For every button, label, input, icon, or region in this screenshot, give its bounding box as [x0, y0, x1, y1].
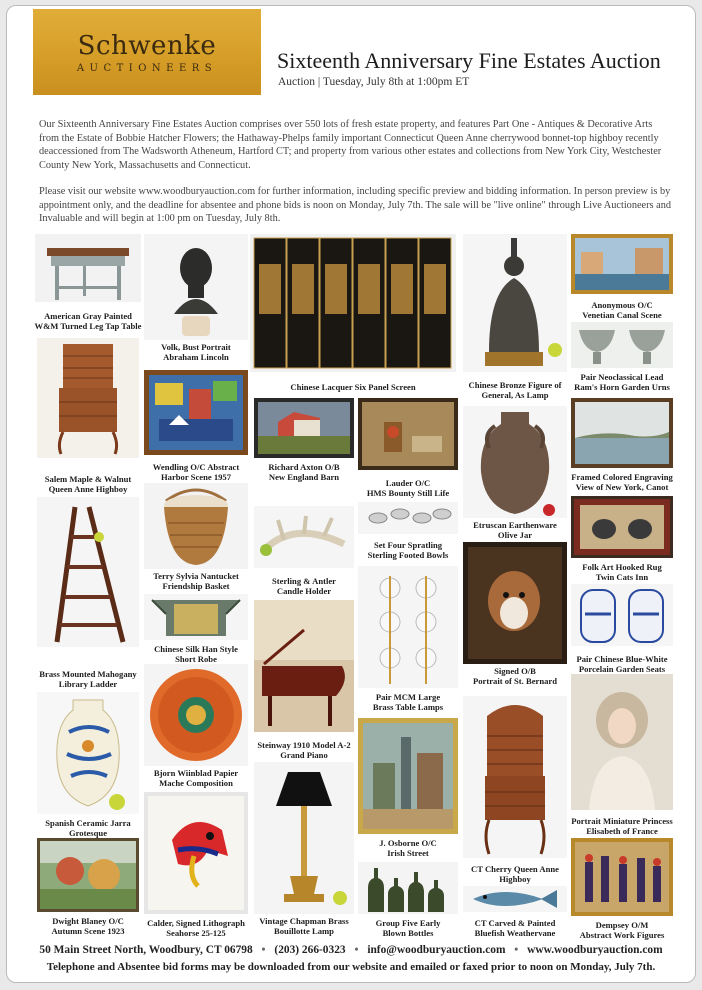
- lot-caption: Dwight Blaney O/C Autumn Scene 1923: [51, 916, 125, 936]
- lot-caption: Dempsey O/M Abstract Work Figures: [579, 920, 665, 940]
- lot-image: [358, 398, 458, 470]
- intro-text: [39, 118, 673, 239]
- lot-image: [358, 566, 458, 688]
- intro-paragraph-1: Our Sixteenth Anniversary Fine Estates Auction comprises over 550 lots of fresh estate property, and features Part One - Antiques & Decorative Arts from the Estate of Bobbie Hatcher Flowers; the Hathaway-Phelps family important Connecticut Queen Anne cherrywood bonnet-top highboy recently deaccessioned from The Wadsworth Atheneum, Hartford CT; and property from various other estates and collections from New York City, Westchester County New York, Massachusetts and Connecticut.: [39, 119, 662, 171]
- lot-caption: Vintage Chapman Brass Bouillotte Lamp: [259, 916, 349, 936]
- address: 50 Main Street North, Woodbury, CT 06798: [39, 944, 253, 956]
- lot-image: [254, 600, 354, 732]
- lot-image: [571, 234, 673, 294]
- lot-caption: Pair Neoclassical Lead Ram's Horn Garden Urns: [574, 372, 670, 392]
- lot-bronze-general: [463, 234, 567, 400]
- lot-garden-seats: [571, 584, 673, 672]
- lot-caption: Calder, Signed Lithograph Seahorse 25-125: [147, 918, 245, 938]
- auction-flyer: [6, 5, 696, 983]
- lot-steinway: [254, 600, 354, 760]
- lot-caption: Chinese Lacquer Six Panel Screen: [290, 382, 416, 392]
- lot-lacquer-screen: [250, 234, 456, 396]
- lot-caption: Set Four Spratling Sterling Footed Bowls: [367, 540, 449, 560]
- lot-blown-bottles: [358, 862, 458, 938]
- lot-view-new-york: [571, 398, 673, 494]
- lot-tap-table: [35, 234, 141, 338]
- lot-image: [144, 594, 248, 640]
- lot-caption: CT Carved & Painted Bluefish Weathervane: [474, 918, 556, 938]
- lot-princess-miniature: [571, 674, 673, 834]
- lot-caption: Terry Sylvia Nantucket Friendship Basket: [153, 571, 239, 591]
- lot-image: [358, 502, 458, 534]
- lot-caption: Salem Maple & Walnut Queen Anne Highboy: [44, 474, 132, 494]
- lot-antler-candle: [254, 506, 354, 596]
- lot-image: [254, 398, 354, 458]
- lot-image: [144, 234, 248, 340]
- lot-caption: Signed O/B Portrait of St. Bernard: [472, 666, 557, 686]
- separator: •: [261, 944, 266, 956]
- lot-caption: Steinway 1910 Model A-2 Grand Piano: [257, 740, 351, 760]
- lot-caption: Anonymous O/C Venetian Canal Scene: [582, 300, 662, 320]
- lot-lauder-bounty: [358, 398, 458, 496]
- lot-caption: Lauder O/C HMS Bounty Still Life: [366, 478, 450, 498]
- lot-image: [37, 838, 139, 912]
- lot-caption: CT Cherry Queen Anne Highboy: [471, 864, 559, 884]
- lot-image: [463, 542, 567, 664]
- lot-image: [358, 862, 458, 914]
- lot-hooked-rug: [571, 496, 673, 580]
- auction-date: Auction | Tuesday, July 8th at 1:00pm ET: [278, 76, 470, 88]
- lot-image: [37, 497, 139, 647]
- lot-venetian-canal: [571, 234, 673, 318]
- lot-st-bernard: [463, 542, 567, 694]
- lot-wiinblad: [144, 664, 248, 790]
- lot-image: [144, 792, 248, 914]
- separator: •: [514, 944, 519, 956]
- intro-paragraph-2: Please visit our website www.woodburyauction.com for further information, including specific preview and bidding information. In person preview is by appointment only, and the deadline for absentee and phone bids is noon on Monday, July 7th. The sale will be "live online" through Live Auctioneers and Invaluable and will begin at 1:00 pm on Tuesday, July 8th.: [39, 186, 671, 224]
- bid-forms-note: Telephone and Absentee bid forms may be downloaded from our website and emailed or faxed prior to noon on Monday, July 7th.: [46, 961, 656, 973]
- lot-lincoln-bust: [144, 234, 248, 369]
- lot-image: [37, 338, 139, 458]
- lot-caption: Pair MCM Large Brass Table Lamps: [372, 692, 444, 712]
- lot-image: [571, 584, 673, 646]
- lot-axton-barn: [254, 398, 354, 484]
- lot-caption: Volk, Bust Portrait Abraham Lincoln: [161, 342, 231, 362]
- phone: (203) 266-0323: [274, 944, 346, 956]
- lot-bluefish: [463, 886, 567, 938]
- lot-caption: Folk Art Hooked Rug Twin Cats Inn: [582, 562, 662, 582]
- lot-caption: Sterling & Antler Candle Holder: [272, 576, 336, 596]
- logo-name: Schwenke: [77, 31, 217, 61]
- lot-image: [571, 322, 673, 368]
- lot-osborne-street: [358, 718, 458, 856]
- lot-caption: Spanish Ceramic Jarra Grotesque: [45, 818, 131, 838]
- logo-subtitle: AUCTIONEERS: [76, 63, 218, 74]
- lot-spanish-jarra: [37, 692, 139, 838]
- lot-spratling-bowls: [358, 502, 458, 560]
- page-title: Sixteenth Anniversary Fine Estates Auction: [277, 48, 661, 73]
- lot-caption: Wendling O/C Abstract Harbor Scene 1957: [152, 462, 240, 482]
- lot-caption: Richard Axton O/B New England Barn: [268, 462, 340, 482]
- lot-image: [463, 406, 567, 518]
- lot-image: [571, 398, 673, 468]
- lot-calder-seahorse: [144, 792, 248, 938]
- lot-image: [250, 234, 456, 372]
- separator: •: [354, 944, 359, 956]
- lot-blaney-autumn: [37, 838, 139, 938]
- lot-image: [144, 664, 248, 766]
- lot-library-ladder: [37, 497, 139, 692]
- lot-nantucket-basket: [144, 483, 248, 593]
- lot-image: [571, 838, 673, 916]
- lot-image: [37, 692, 139, 814]
- lot-image: [571, 496, 673, 558]
- lot-caption: Brass Mounted Mahogany Library Ladder: [39, 669, 137, 689]
- lot-caption: Bjorn Wiinblad Papier Mache Composition: [153, 768, 239, 788]
- lot-image: [144, 370, 248, 455]
- lot-mcm-lamps: [358, 566, 458, 714]
- lot-wendling-harbor: [144, 370, 248, 482]
- website[interactable]: www.woodburyauction.com: [527, 944, 663, 956]
- lot-image: [571, 674, 673, 810]
- lot-caption: J. Osborne O/C Irish Street: [379, 838, 437, 858]
- lot-chapman-lamp: [254, 762, 354, 938]
- email[interactable]: info@woodburyauction.com: [367, 944, 506, 956]
- lot-image: [144, 483, 248, 569]
- lot-caption: Etruscan Earthenware Olive Jar: [473, 520, 557, 540]
- lot-silk-robe: [144, 594, 248, 664]
- lot-image: [463, 886, 567, 912]
- lot-caption: Chinese Silk Han Style Short Robe: [154, 644, 238, 664]
- lot-caption: Portrait Miniature Princess Elisabeth of France: [571, 816, 673, 836]
- lot-caption: Framed Colored Engraving View of New York, Canot: [571, 472, 673, 492]
- lot-garden-urns: [571, 322, 673, 394]
- lot-etruscan-jar: [463, 406, 567, 540]
- schwenke-logo: [33, 9, 261, 95]
- lot-highboy-salem: [37, 338, 139, 496]
- lot-image: [35, 234, 141, 302]
- lot-image: [463, 234, 567, 372]
- contact-line: [7, 944, 695, 956]
- lot-caption: Group Five Early Blown Bottles: [375, 918, 441, 938]
- lot-caption: Pair Chinese Blue-White Porcelain Garden Seats: [576, 654, 668, 674]
- lot-image: [254, 506, 354, 568]
- lot-dempsey-abstract: [571, 838, 673, 938]
- lot-caption: Chinese Bronze Figure of General, As Lamp: [468, 380, 562, 400]
- lot-image: [463, 696, 567, 858]
- lot-caption: American Gray Painted W&M Turned Leg Tap Table: [34, 311, 142, 331]
- lot-image: [358, 718, 458, 834]
- lot-image: [254, 762, 354, 914]
- lot-ct-highboy: [463, 696, 567, 882]
